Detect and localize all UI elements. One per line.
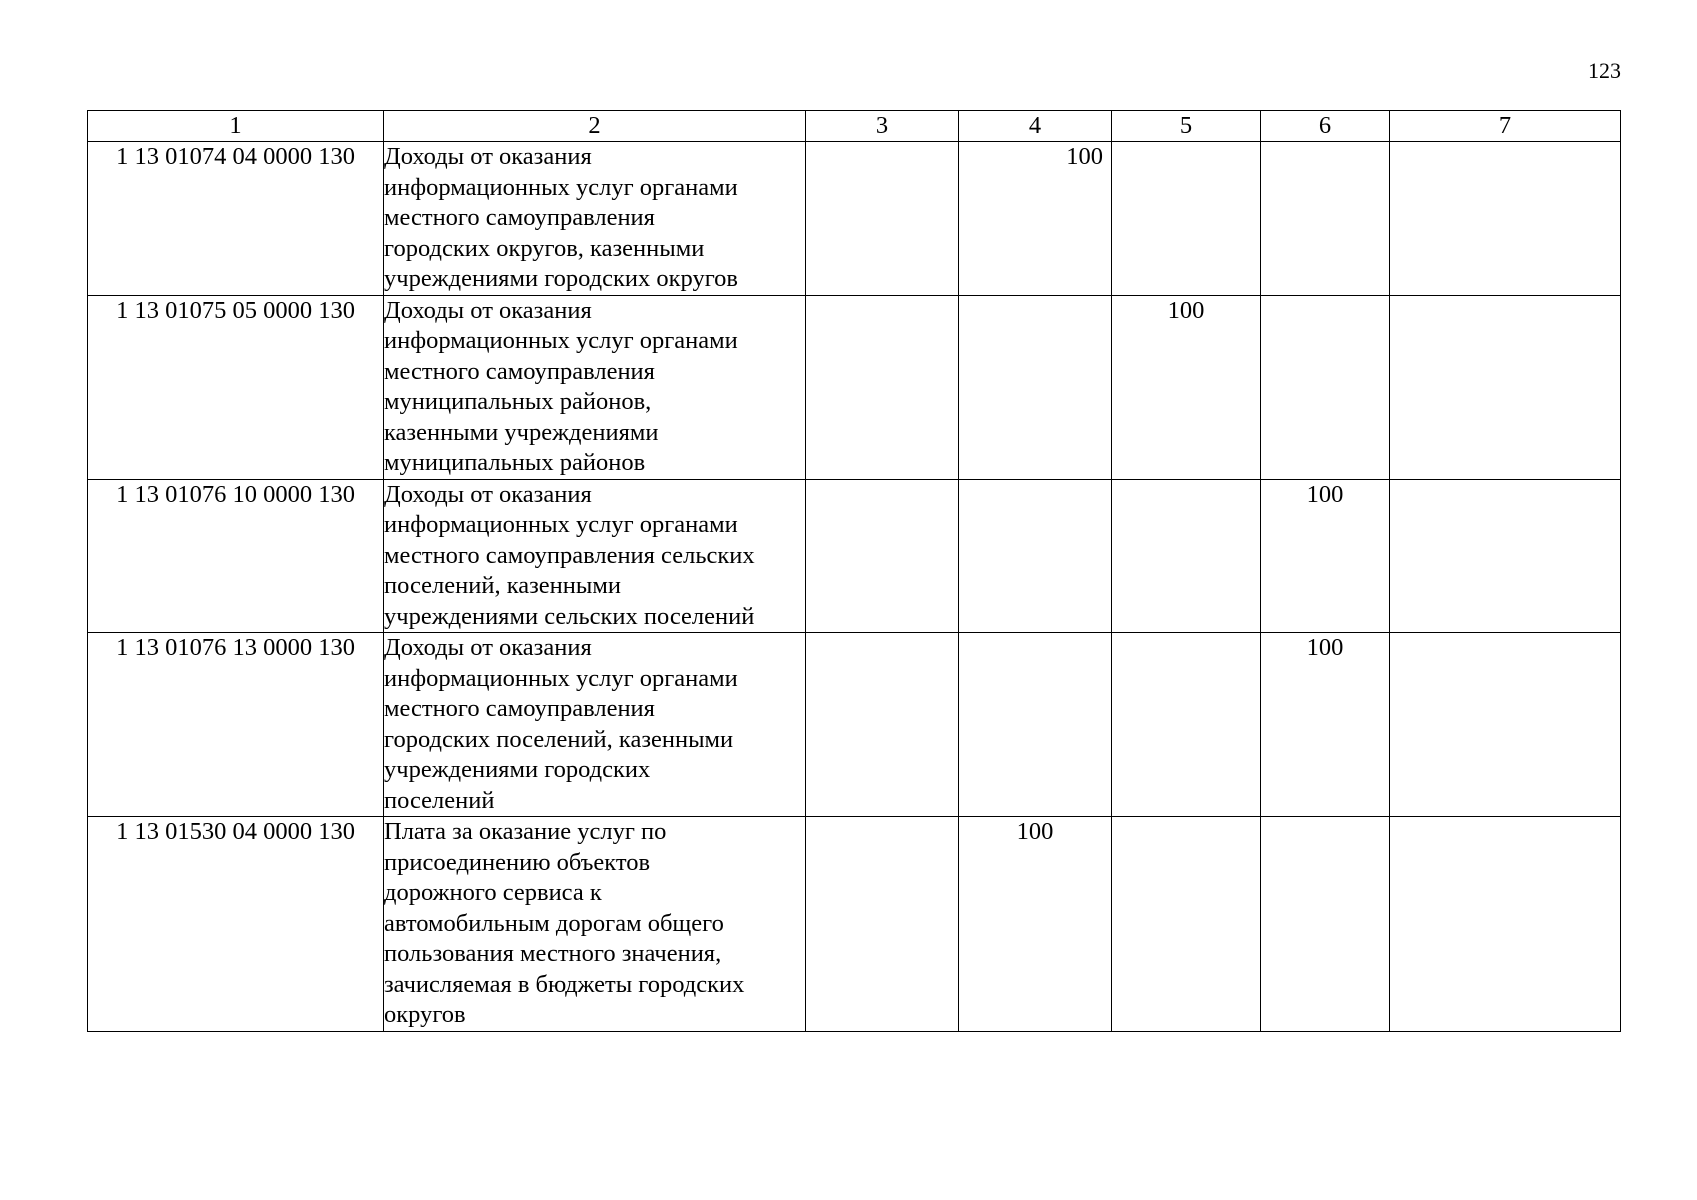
- revenue-name-line: информационных услуг органами: [384, 327, 738, 354]
- revenue-name-line: присоединению объектов: [384, 848, 651, 876]
- revenue-name-line: Доходы от оказания: [384, 634, 592, 661]
- table-row: [88, 479, 1621, 633]
- revenue-name-line: местного самоуправления: [384, 204, 655, 231]
- revenue-name-line: муниципальных районов,: [384, 388, 652, 415]
- value-cell-col6: [1261, 142, 1390, 296]
- value-cell-col4: 100: [959, 142, 1112, 296]
- value-cell-col6: [1261, 295, 1390, 479]
- revenue-name-line: зачисляемая в бюджеты городских: [384, 970, 745, 998]
- value-cell-col7: [1390, 817, 1621, 1032]
- revenue-name-line: информационных услуг органами: [384, 173, 738, 201]
- value-cell-col3: [806, 295, 959, 479]
- value-cell-col3: [806, 142, 959, 296]
- table-row: [88, 295, 1621, 479]
- column-header: 7: [1390, 111, 1621, 142]
- value-cell-col7: [1390, 142, 1621, 296]
- revenue-table: [87, 110, 1621, 1032]
- revenue-name-line: Доходы от оказания: [384, 296, 592, 324]
- revenue-name-cell: [384, 817, 806, 1032]
- revenue-name-cell: [384, 633, 806, 817]
- table-row: [88, 817, 1621, 1032]
- revenue-name-line: муниципальных районов: [384, 449, 646, 476]
- revenue-name-line: городских округов, казенными: [384, 234, 705, 262]
- value-cell-col6: 100: [1261, 633, 1390, 817]
- value-cell-col7: [1390, 633, 1621, 817]
- value-cell-col7: [1390, 295, 1621, 479]
- revenue-name-cell: [384, 142, 806, 296]
- revenue-code-cell: 1 13 01075 05 0000 130: [88, 295, 384, 479]
- value-cell-col4: [959, 295, 1112, 479]
- table-header-row: [88, 111, 1621, 142]
- revenue-code-cell: 1 13 01076 13 0000 130: [88, 633, 384, 817]
- value-cell-col4: [959, 479, 1112, 633]
- revenue-name-line: местного самоуправления: [384, 695, 655, 722]
- value-cell-col3: [806, 817, 959, 1032]
- value-cell-col5: 100: [1112, 295, 1261, 479]
- revenue-name-line: информационных услуг органами: [384, 511, 738, 538]
- revenue-name-line: поселений: [384, 786, 495, 814]
- revenue-name-line: поселений, казенными: [384, 572, 621, 599]
- revenue-name-line: Доходы от оказания: [384, 143, 592, 170]
- value-cell-col5: [1112, 142, 1261, 296]
- value-cell-col5: [1112, 817, 1261, 1032]
- revenue-name-line: учреждениями сельских поселений: [384, 602, 755, 630]
- column-header: 4: [959, 111, 1112, 142]
- table-row: [88, 142, 1621, 296]
- column-header: 5: [1112, 111, 1261, 142]
- column-header: 6: [1261, 111, 1390, 142]
- revenue-name-line: местного самоуправления: [384, 357, 655, 385]
- value-cell-col4: [959, 633, 1112, 817]
- value-cell-col6: 100: [1261, 479, 1390, 633]
- revenue-name-line: учреждениями городских: [384, 756, 651, 783]
- revenue-name-line: городских поселений, казенными: [384, 725, 734, 753]
- revenue-code-cell: 1 13 01530 04 0000 130: [88, 817, 384, 1032]
- revenue-name-cell: [384, 479, 806, 633]
- column-header: 2: [384, 111, 806, 142]
- revenue-name-line: информационных услуг органами: [384, 664, 738, 692]
- revenue-name-line: пользования местного значения,: [384, 940, 722, 967]
- page-number: 123: [1588, 58, 1621, 83]
- revenue-name-line: округов: [384, 1001, 466, 1028]
- revenue-code-cell: 1 13 01074 04 0000 130: [88, 142, 384, 296]
- value-cell-col3: [806, 479, 959, 633]
- revenue-name-cell: [384, 295, 806, 479]
- column-header: 3: [806, 111, 959, 142]
- revenue-name-line: Плата за оказание услуг по: [384, 818, 667, 845]
- value-cell-col6: [1261, 817, 1390, 1032]
- revenue-name-line: местного самоуправления сельских: [384, 541, 755, 569]
- value-cell-col5: [1112, 479, 1261, 633]
- revenue-name-line: казенными учреждениями: [384, 418, 659, 446]
- revenue-code-cell: 1 13 01076 10 0000 130: [88, 479, 384, 633]
- column-header: 1: [88, 111, 384, 142]
- value-cell-col5: [1112, 633, 1261, 817]
- value-cell-col3: [806, 633, 959, 817]
- table-row: [88, 633, 1621, 817]
- value-cell-col7: [1390, 479, 1621, 633]
- value-cell-col4: 100: [959, 817, 1112, 1032]
- revenue-name-line: учреждениями городских округов: [384, 265, 738, 292]
- revenue-name-line: автомобильным дорогам общего: [384, 909, 724, 937]
- revenue-name-line: дорожного сервиса к: [384, 879, 602, 906]
- revenue-name-line: Доходы от оказания: [384, 480, 592, 508]
